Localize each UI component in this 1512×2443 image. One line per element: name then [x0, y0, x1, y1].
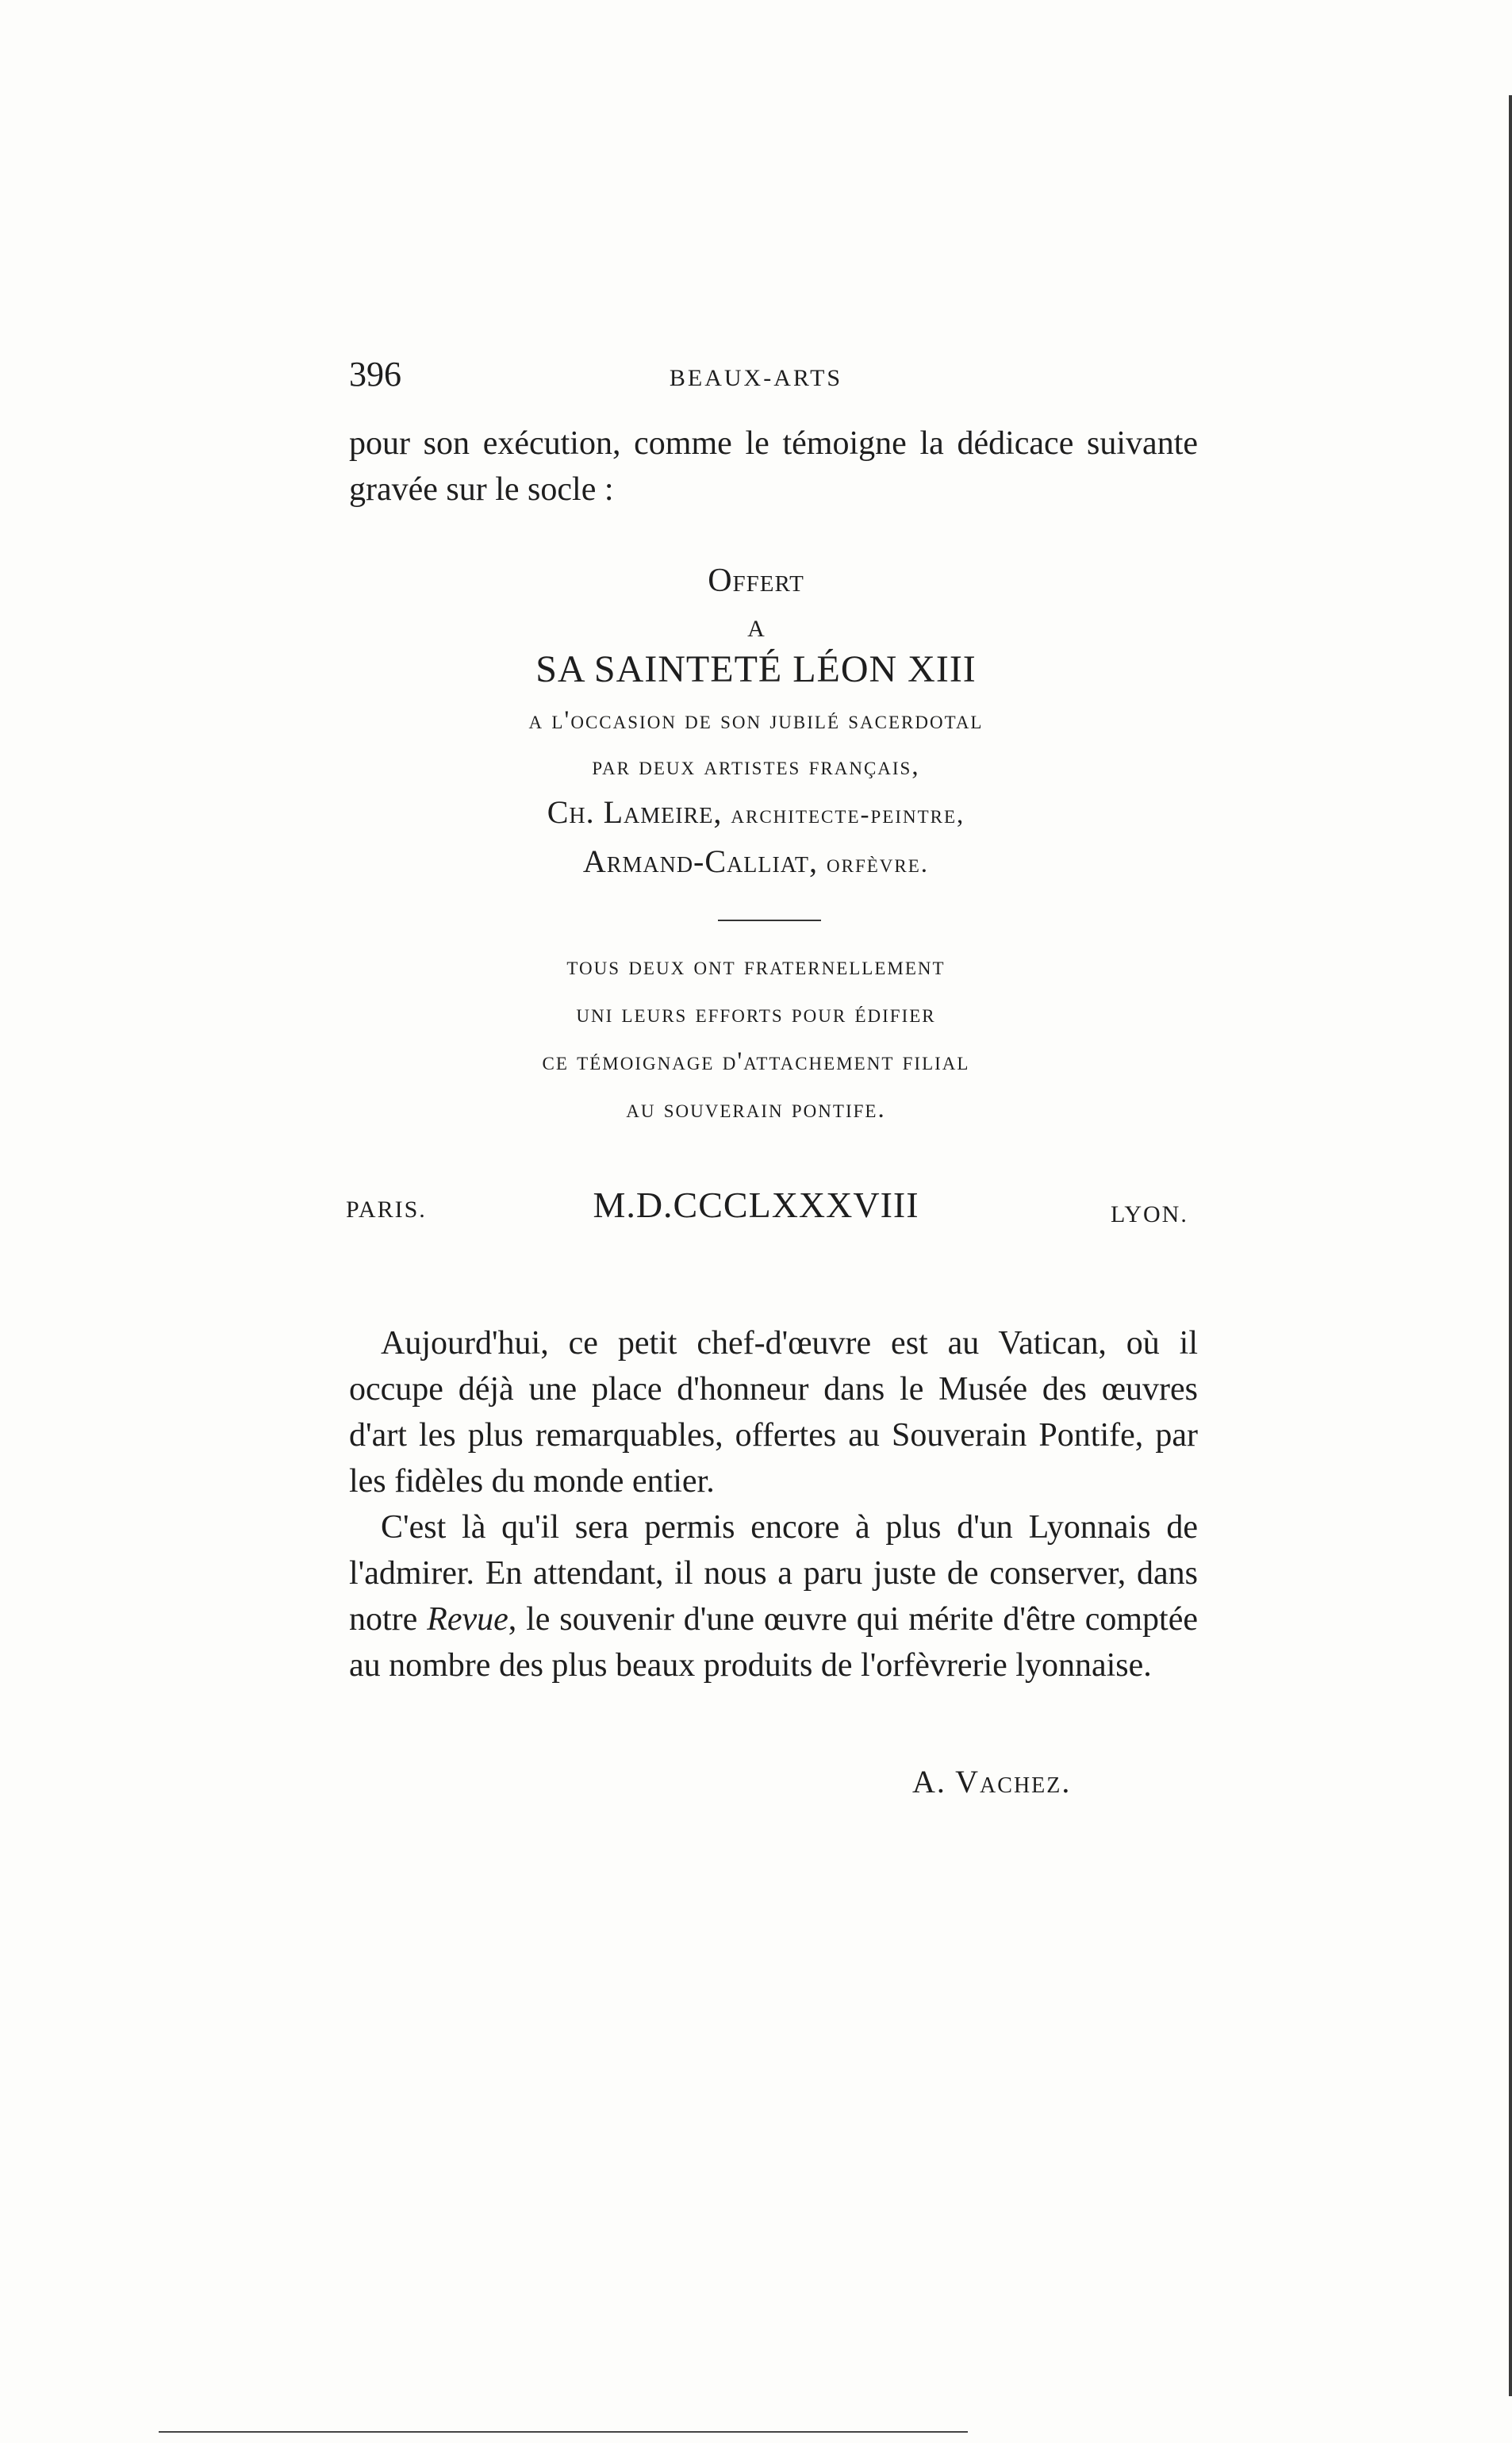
dedication-pope: SA SAINTETÉ LÉON XIII	[535, 648, 977, 690]
dedication-line-lameire	[0, 793, 1512, 831]
paragraph-2-before: C'est là qu'il sera permis encore à plus d'un Lyonnais de l'admirer. En attendant, il nous a paru juste de conserver, dans notre	[349, 1509, 1198, 1638]
dedication-line-artists: par deux artistes français,	[592, 752, 920, 781]
dedication-divider	[718, 920, 821, 921]
paragraph-2-after: , le souvenir d'une œuvre qui mérite d'être comptée au nombre des plus beaux produits de l'orfèvrerie lyonnaise.	[349, 1601, 1199, 1684]
body-paragraph-2	[349, 1504, 1198, 1688]
page-number: 396	[349, 355, 401, 394]
scan-edge-right	[1509, 95, 1512, 2396]
dedication-name-calliat: Armand-Calliat,	[582, 843, 819, 879]
dedication-line-calliat	[0, 843, 1512, 880]
author-signature: A. Vachez.	[912, 1764, 1072, 1800]
running-title: BEAUX-ARTS	[669, 365, 843, 391]
dedication-name-lameire: Ch. Lameire,	[547, 794, 723, 830]
dedication-role-calliat: orfèvre.	[827, 850, 930, 878]
dedication-date: M.D.CCCLXXXVIII	[593, 1185, 919, 1225]
dedication-role-lameire: architecte-peintre,	[731, 801, 965, 829]
place-lyon: LYON.	[1111, 1201, 1188, 1227]
dedication-line-fraternellement: tous deux ont fraternellement	[566, 952, 946, 981]
intro-paragraph: pour son exécution, comme le témoigne la dédicace suivante gravée sur le socle :	[349, 425, 1198, 508]
place-paris: PARIS.	[346, 1197, 427, 1223]
body-paragraph-1: Aujourd'hui, ce petit chef-d'œuvre est au Vatican, où il occupe déjà une place d'honneur dans le Musée des œuvres d'art les plus remarquables, offertes au Souverain Pontife, par les fidèles du monde entier.	[349, 1325, 1198, 1500]
dedication-line-efforts: uni leurs efforts pour édifier	[576, 1000, 936, 1028]
dedication-line-pontife: au souverain pontife.	[626, 1095, 886, 1124]
scan-bottom-line	[159, 2431, 968, 2433]
dedication-offert: Offert	[708, 563, 804, 599]
dedication-a: A	[747, 616, 765, 642]
dedication-line-occasion: a l'occasion de son jubilé sacerdotal	[528, 706, 984, 735]
revue-title: Revue	[427, 1601, 508, 1638]
dedication-line-temoignage: ce témoignage d'attachement filial	[542, 1047, 970, 1076]
